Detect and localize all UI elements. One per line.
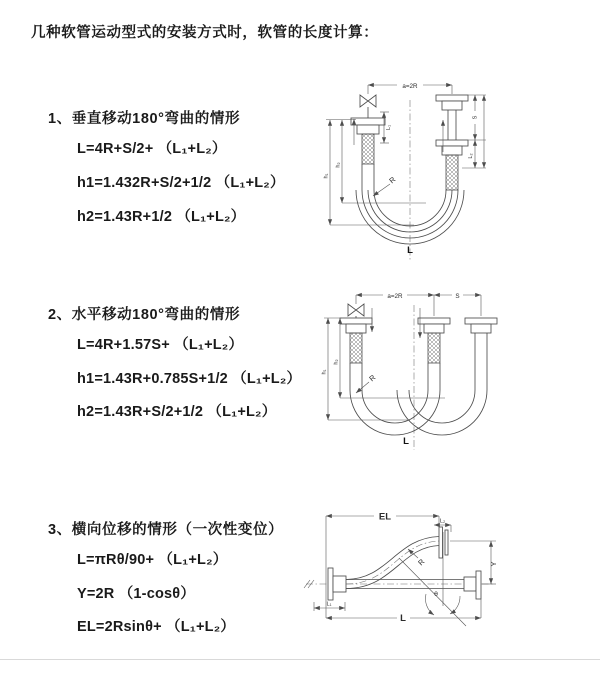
left-hose-braid [362,134,374,190]
dimension-l2 [462,95,486,168]
length-label: L [403,436,409,447]
dimension-a2r [368,81,452,94]
right-flange-lower [436,140,468,155]
left-flange [351,118,385,134]
dimension-l1 [314,602,345,612]
dim-label-l1: L₁ [386,125,392,130]
dimension-s [468,95,486,140]
section-3-heading: 3、横向位移的情形（一次性变位） [48,522,284,538]
diagram-lateral-displacement [298,498,600,658]
leg1-flange [340,318,372,333]
section-2-formula-L: L=4R+1.57S+ （L₁+L₂） [77,337,244,353]
diagram-horizontal-180-bend [310,280,595,472]
dim-label-l2: L₂ [439,518,446,525]
section-2-formula-h1: h1=1.43R+0.785S+1/2 （L₁+L₂） [77,371,302,387]
section-1-formula-L: L=4R+S/2+ （L₁+L₂） [77,141,227,157]
dim-label-a2r: a=2R [387,292,403,300]
diagram-vertical-180-bend-svg [310,70,595,268]
section-2-formula-h2: h2=1.43R+S/2+1/2 （L₁+L₂） [77,404,277,420]
radius-label: R [387,174,398,186]
radius-label: R [416,557,427,568]
dim-label-l: L [400,613,406,624]
dim-label-a2r: a=2R [402,82,418,90]
diagram-lateral-displacement-svg [298,498,600,658]
dim-label-el: EL [378,511,392,523]
dimension-s [434,291,481,316]
hose-u-bends [350,390,487,435]
right-pipe [448,110,456,140]
length-label: L [407,245,413,256]
dimension-a2r [356,291,434,316]
leg2-flange [418,318,450,333]
dim-label-s: S [455,292,460,300]
diagram-horizontal-180-bend-svg [310,280,595,472]
leg2-hose [428,333,440,390]
leg3-flange [465,318,497,333]
dim-label-s: S [472,115,479,120]
section-1-formula-h1: h1=1.432R+S/2+1/2 （L₁+L₂） [77,175,285,191]
section-2-heading: 2、水平移动180°弯曲的情形 [48,307,241,323]
radius-leader [373,175,398,196]
section-1-formula-h2: h2=1.43R+1/2 （L₁+L₂） [77,209,246,225]
section-3-formula-L: L=πRθ/90+ （L₁+L₂） [77,552,228,568]
angle-label: θ [434,591,438,598]
leg3-pipe [475,333,487,390]
dim-label-h1: h₁ [323,173,330,179]
radius-label: R [367,372,378,384]
right-flange [464,571,481,599]
left-flange [328,568,346,600]
leg1-hose [350,333,362,390]
valve-icon [348,304,364,318]
dimension-l1 [380,112,392,143]
dim-label-y: Y [489,561,498,567]
right-hose-braid [446,155,458,190]
dimension-l [326,599,481,624]
section-3-formula-EL: EL=2Rsinθ+ （L₁+L₂） [77,619,236,635]
dim-label-h2: h₂ [335,162,342,168]
valve-icon [360,95,376,118]
dim-label-l2: L₂ [468,153,474,159]
dim-label-l1: L₁ [326,601,332,608]
displaced-flange [439,527,448,558]
dim-label-h1: h₁ [321,369,328,375]
page-title: 几种软管运动型式的安装方式时，软管的长度计算： [31,25,379,41]
dim-label-h2: h₂ [333,359,340,365]
page-bottom-rule [0,659,600,660]
diagram-vertical-180-bend [310,70,595,268]
right-flange-upper [436,95,468,110]
section-1-heading: 1、垂直移动180°弯曲的情形 [48,111,241,127]
radius-leader [356,373,378,393]
section-3-formula-Y: Y=2R （1-cosθ） [77,586,196,602]
